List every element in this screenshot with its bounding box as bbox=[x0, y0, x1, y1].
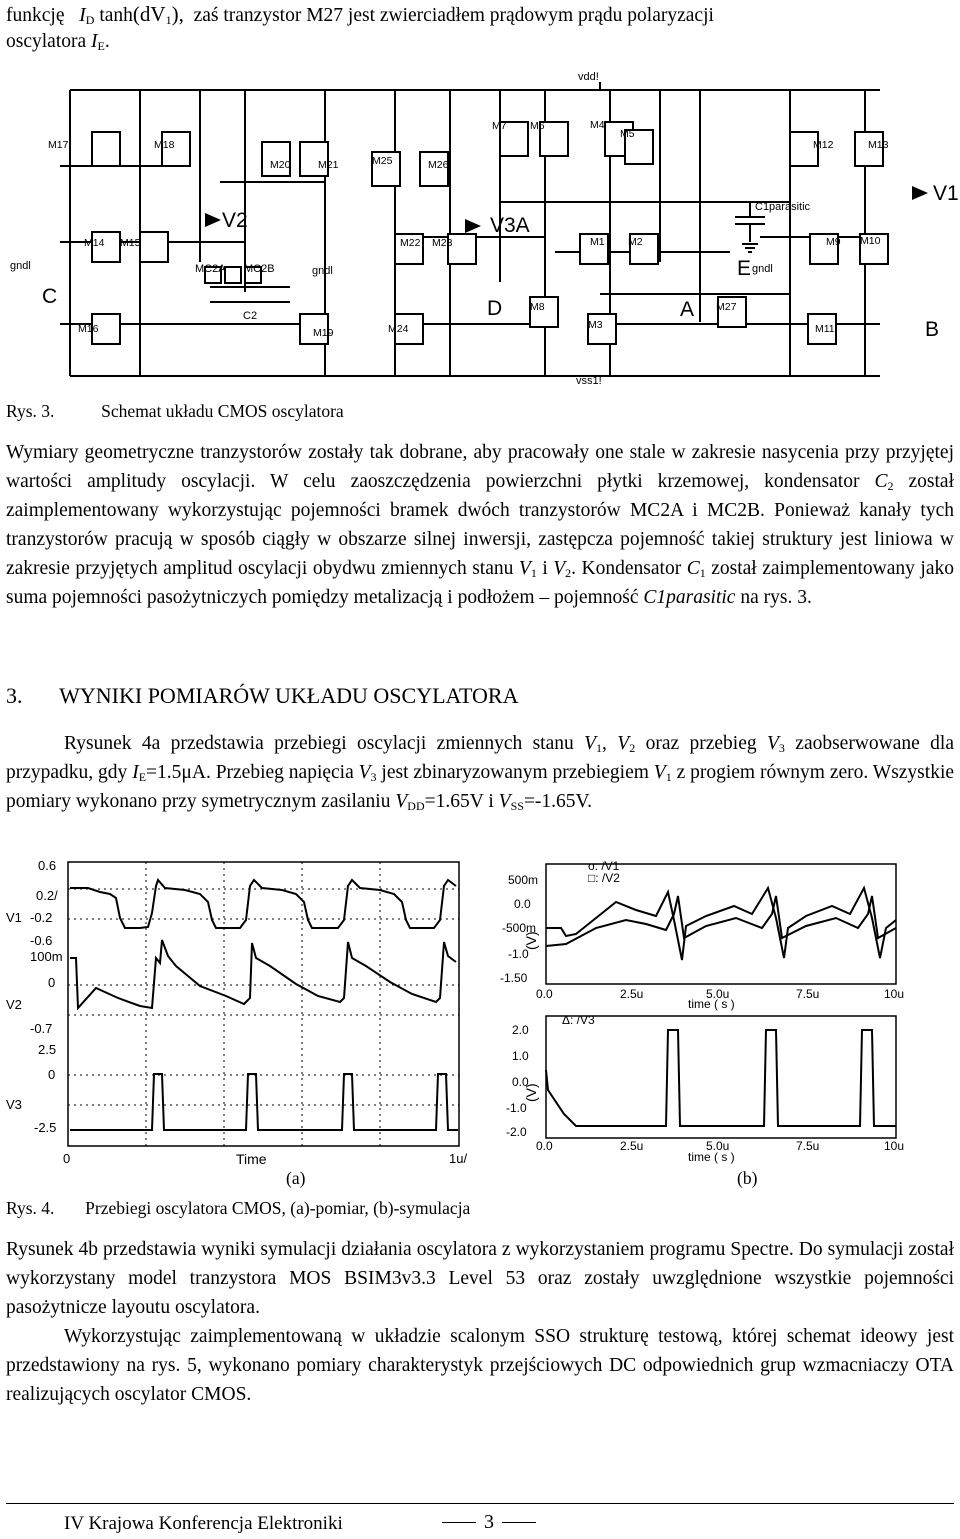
p1-v1: V bbox=[518, 558, 531, 579]
schem-m26: M26 bbox=[428, 159, 449, 171]
fig4b-top-y2: 0.0 bbox=[514, 897, 531, 911]
fig4a-sub: (a) bbox=[286, 1168, 306, 1188]
p2-vdd: V bbox=[395, 791, 408, 812]
fig4a-tick-v2: V2 bbox=[6, 997, 22, 1012]
p2-v1b-sub: 1 bbox=[665, 770, 672, 784]
schem-m25: M25 bbox=[372, 155, 393, 167]
fig4a-tick-v1: V1 bbox=[6, 910, 22, 925]
p2-h: =-1.65V. bbox=[523, 791, 592, 812]
p1-c1-sub: 1 bbox=[699, 566, 706, 580]
schem-m6: M6 bbox=[530, 120, 545, 132]
schem-m14: M14 bbox=[84, 237, 105, 249]
p2-ie: I bbox=[132, 762, 139, 783]
p1-c: C bbox=[874, 471, 888, 492]
top-line1-post: zaś tranzystor M27 jest zwierciadłem prądowym prądu polaryzacji bbox=[193, 5, 714, 26]
cmos-schematic bbox=[0, 62, 960, 390]
p2-v1: V bbox=[584, 733, 597, 754]
schem-m22: M22 bbox=[400, 237, 421, 249]
schem-m20: M20 bbox=[270, 159, 291, 171]
fig4b-v1-trace bbox=[546, 888, 896, 960]
fig4a-tick-1: 0.6 bbox=[38, 858, 57, 873]
schem-m9: M9 bbox=[826, 236, 841, 248]
schem-m10: M10 bbox=[860, 235, 881, 247]
p2-vdd-sub: DD bbox=[407, 799, 425, 813]
fig4b-v3-trace bbox=[546, 1030, 896, 1126]
section-title: WYNIKI POMIARÓW UKŁADU OSCYLATORA bbox=[59, 683, 519, 708]
fig3-caption bbox=[6, 401, 344, 422]
fig4b-v2-trace bbox=[546, 896, 896, 946]
schem-v3a: V3A bbox=[490, 214, 530, 237]
schem-m27: M27 bbox=[716, 301, 737, 313]
fig4-num: Rys. 4. bbox=[6, 1198, 55, 1218]
schem-gnd-1: gndl bbox=[10, 260, 31, 272]
schem-m7: M7 bbox=[492, 120, 507, 132]
top-line-2 bbox=[6, 31, 110, 53]
schem-vss: vss1! bbox=[576, 375, 602, 387]
fig4a-tick-7: -0.7 bbox=[30, 1021, 53, 1036]
formula-D-sub: D bbox=[85, 13, 95, 27]
fig4a-tick-2: 0.2/ bbox=[36, 888, 58, 903]
fig4b-bottom-xlabel: time ( s ) bbox=[688, 1150, 735, 1164]
fig4a-measured bbox=[0, 858, 500, 1170]
fig4b-bottom-x3: 7.5u bbox=[796, 1139, 820, 1153]
fig4b-top-ylabel: (V) bbox=[523, 931, 539, 950]
p2-v3: V bbox=[767, 733, 779, 754]
p1-v1-sub: 1 bbox=[530, 566, 537, 580]
formula-arg: (dV bbox=[132, 2, 166, 26]
schem-m5: M5 bbox=[620, 128, 635, 140]
fig4b-bottom-y1: 2.0 bbox=[512, 1023, 529, 1037]
fig4a-tick-3: -0.2 bbox=[30, 910, 53, 925]
schem-a: A bbox=[680, 298, 695, 321]
p2-ie-sub: E bbox=[138, 770, 147, 784]
fig4b-bottom-y5: -2.0 bbox=[506, 1125, 527, 1139]
p2-vss: V bbox=[498, 791, 511, 812]
top-line2-end: . bbox=[104, 31, 110, 52]
fig4b-bottom-legend: Δ: /V3 bbox=[562, 1013, 595, 1027]
schem-c1: C1parasitic bbox=[755, 201, 811, 213]
schem-gnd-2: gndl bbox=[312, 265, 333, 277]
fig4a-v3-trace bbox=[70, 1074, 458, 1130]
p1-b: został zaimplementowany wykorzystując pojemności bramek dwóch tranzystorów MC2A i MC2B. Ponieważ kanały tych tranzystorów pracują w sposób ciągły w obszarze silnej inwersji, zastępcza pojemność takiej struktury jest liniowa w zakresie przyjętych amplitud oscylacji obydwu zmiennych stanu bbox=[6, 471, 954, 579]
fig4b-top-x0: 0.0 bbox=[536, 987, 553, 1001]
fig4a-v2-trace bbox=[70, 940, 456, 1008]
p1-a: Wymiary geometryczne tranzystorów zostały tak dobrane, aby pracowały one stale w zakresie nasycenia przy przyjętej wartości amplitudy oscylacji. W celu zaoszczędzenia powierzchni płytki krzemowej, kondensator bbox=[6, 442, 954, 492]
page-number: 3 bbox=[484, 1511, 494, 1533]
fig4b-bottom-y2: 1.0 bbox=[512, 1049, 529, 1063]
schem-m1: M1 bbox=[590, 236, 605, 248]
schem-m2: M2 bbox=[628, 236, 643, 248]
p2-v3b-sub: 3 bbox=[370, 770, 377, 784]
p1-d: został zaimplementowany jako suma pojemności pasożytniczych pomiędzy metalizacją i podłożem – pojemność bbox=[6, 558, 954, 608]
schem-m17: M17 bbox=[48, 139, 69, 151]
IE: I bbox=[91, 31, 98, 52]
formula-tanh: tanh bbox=[99, 5, 133, 26]
schem-m21: M21 bbox=[318, 159, 339, 171]
fig4b-top-x3: 7.5u bbox=[796, 987, 820, 1001]
p1-v2-sub: 2 bbox=[565, 566, 572, 580]
p2-a: Rysunek 4a przedstawia przebiegi oscylacji zmiennych stanu bbox=[64, 733, 585, 754]
schem-m19: M19 bbox=[313, 327, 334, 339]
p1-c1parasitic: C1parasitic bbox=[643, 587, 736, 608]
fig4a-v1-trace bbox=[70, 880, 456, 928]
schem-e: E bbox=[737, 257, 752, 280]
footer-page bbox=[442, 1511, 536, 1534]
fig4b-bottom-y4: -1.0 bbox=[506, 1101, 527, 1115]
schem-m15: M15 bbox=[120, 237, 141, 249]
schem-mc2a: MC2A bbox=[195, 263, 226, 275]
schem-c2: C2 bbox=[243, 310, 258, 322]
p2-vss-sub: SS bbox=[510, 799, 524, 813]
p2-v1b: V bbox=[653, 762, 666, 783]
section-num: 3. bbox=[6, 683, 23, 708]
schem-v1: V1 bbox=[933, 182, 959, 205]
fig4a-x1: 1u/ bbox=[449, 1151, 468, 1166]
paragraph-2 bbox=[6, 729, 954, 816]
fig4b-top-y1: 500m bbox=[508, 873, 539, 887]
fig4b-bottom-ylabel: (V) bbox=[523, 1083, 539, 1102]
fig4b-top-x4: 10u bbox=[884, 987, 905, 1001]
schem-m8: M8 bbox=[530, 301, 545, 313]
p1-e: na rys. 3. bbox=[735, 587, 812, 608]
p2-e: jest zbinaryzowanym przebiegiem bbox=[376, 762, 654, 783]
p1-c1: C bbox=[686, 558, 700, 579]
formula-I: I bbox=[79, 4, 86, 26]
fig4a-x0: 0 bbox=[63, 1151, 71, 1166]
fig4-text: Przebiegi oscylatora CMOS, (a)-pomiar, (b)-symulacja bbox=[85, 1198, 471, 1218]
schem-v2: V2 bbox=[222, 209, 248, 232]
schem-m16: M16 bbox=[78, 323, 99, 335]
p2-c: zaobserwowane dla przypadku, gdy bbox=[6, 733, 954, 783]
fig4a-tick-v3: V3 bbox=[6, 1097, 22, 1112]
fig4b-top bbox=[500, 858, 930, 1011]
p2-b: oraz przebieg bbox=[635, 733, 767, 754]
schem-mc2b: MC2B bbox=[244, 263, 275, 275]
fig4b-top-x1: 2.5u bbox=[620, 987, 644, 1001]
footer-rule bbox=[6, 1503, 954, 1504]
fig4b-top-x2: 5.0u bbox=[706, 987, 730, 1001]
p2-v2-sub: 2 bbox=[629, 741, 636, 755]
top-word: funkcję bbox=[6, 5, 65, 26]
p1-and: i bbox=[536, 558, 554, 579]
fig4a-tick-8: 2.5 bbox=[38, 1042, 57, 1057]
schem-b: B bbox=[925, 318, 940, 341]
fig4a-tick-9: 0 bbox=[48, 1067, 56, 1082]
schem-m18: M18 bbox=[154, 139, 175, 151]
fig4b-top-y5: -1.50 bbox=[500, 971, 528, 985]
schem-m23: M23 bbox=[432, 237, 453, 249]
formula-1-sub: 1 bbox=[165, 13, 172, 27]
p2-v1-sub: 1 bbox=[596, 741, 603, 755]
p2-comma: , bbox=[602, 733, 618, 754]
p2-v3-sub: 3 bbox=[778, 741, 785, 755]
p3-text: Rysunek 4b przedstawia wyniki symulacji działania oscylatora z wykorzystaniem programu Spectre. Do symulacji został wykorzystany model tranzystora MOS BSIM3v3.3 Level 53 oraz zostały uwzględnione wszystkie pojemności pasożytnicze layoutu oscylatora. bbox=[6, 1239, 954, 1318]
footer-conference: IV Krajowa Konferencja Elektroniki bbox=[64, 1513, 343, 1534]
fig3-num: Rys. 3. bbox=[6, 401, 55, 421]
schem-gnd-3: gndl bbox=[752, 263, 773, 275]
formula-close: ), bbox=[171, 2, 184, 26]
fig4b-bottom bbox=[506, 1010, 930, 1162]
p1-c-text: . Kondensator bbox=[571, 558, 687, 579]
schem-m11: M11 bbox=[815, 323, 835, 335]
fig4b-bottom-x0: 0.0 bbox=[536, 1139, 553, 1153]
schem-c: C bbox=[42, 285, 58, 308]
fig4b-sub: (b) bbox=[737, 1168, 758, 1188]
schem-m12: M12 bbox=[813, 139, 834, 151]
fig4b-bottom-x1: 2.5u bbox=[620, 1139, 644, 1153]
fig4b-top-y4: -1.0 bbox=[508, 947, 529, 961]
paragraph-3 bbox=[6, 1235, 954, 1322]
top-line-1 bbox=[6, 2, 714, 27]
p4-text: Wykorzystując zaimplementowaną w układzie scalonym SSO strukturę testową, której schemat ideowy jest przedstawiony na rys. 5, wykonano pomiary charakterystyk przejściowych DC odpowiednich grup wzmacniaczy OTA realizujących oscylator CMOS. bbox=[6, 1326, 954, 1405]
p2-v3b: V bbox=[358, 762, 371, 783]
schem-vdd: vdd! bbox=[578, 71, 599, 83]
schem-m3: M3 bbox=[588, 319, 603, 331]
fig4a-tick-4: -0.6 bbox=[30, 933, 53, 948]
IE-sub: E bbox=[97, 39, 105, 53]
fig4b-bottom-x4: 10u bbox=[884, 1139, 905, 1153]
p2-f: z progiem równym zero. Wszystkie pomiary wykonano przy symetrycznym zasilaniu bbox=[6, 762, 955, 812]
fig4b-top-legend2: □: /V2 bbox=[588, 871, 620, 885]
fig4a-tick-10: -2.5 bbox=[34, 1120, 57, 1135]
fig4b-top-legend1: o: /V1 bbox=[588, 859, 620, 873]
paragraph-4 bbox=[6, 1322, 954, 1409]
p1-v2: V bbox=[553, 558, 566, 579]
fig4b-top-xlabel: time ( s ) bbox=[688, 997, 735, 1011]
fig4a-tick-5: 100m bbox=[30, 949, 63, 964]
p1-c-sub: 2 bbox=[887, 479, 894, 493]
p2-g: =1.65V i bbox=[424, 791, 499, 812]
paragraph-1 bbox=[6, 438, 954, 612]
schem-m4: M4 bbox=[590, 119, 605, 131]
fig3-text: Schemat układu CMOS oscylatora bbox=[101, 401, 344, 421]
schem-m24: M24 bbox=[388, 323, 409, 335]
fig4-caption bbox=[6, 1198, 470, 1219]
fig4b-bottom-y3: 0.0 bbox=[512, 1075, 529, 1089]
schem-d: D bbox=[487, 297, 503, 320]
p2-d: =1.5μA. Przebieg napięcia bbox=[146, 762, 359, 783]
section-heading bbox=[6, 683, 518, 709]
p2-v2: V bbox=[617, 733, 630, 754]
fig4a-tick-6: 0 bbox=[48, 975, 56, 990]
schem-m13: M13 bbox=[868, 139, 889, 151]
top-line2-pre: oscylatora bbox=[6, 31, 87, 52]
fig4b-bottom-x2: 5.0u bbox=[706, 1139, 730, 1153]
fig4b-top-y3: -500m bbox=[502, 921, 537, 935]
fig4a-xlabel: Time bbox=[236, 1151, 267, 1167]
